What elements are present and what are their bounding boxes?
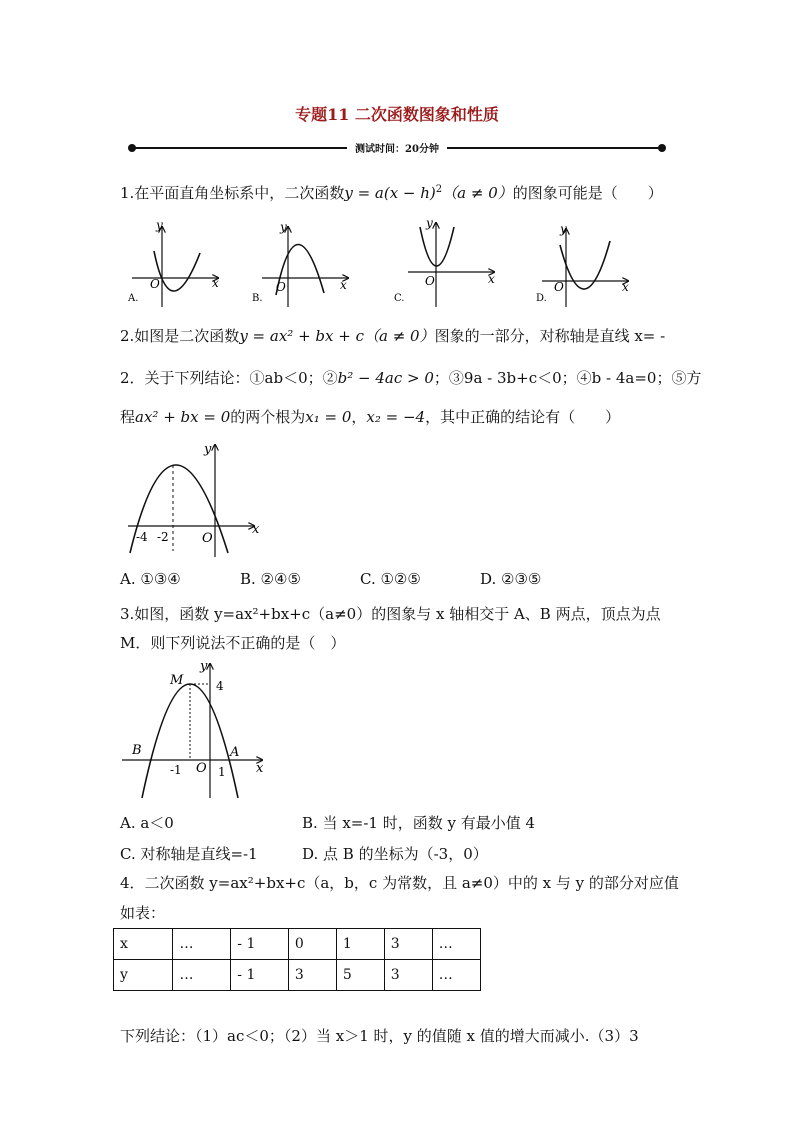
q1-option-b: B. xyxy=(252,293,263,304)
table-cell: - 1 xyxy=(231,929,289,960)
table-cell: - 1 xyxy=(231,960,289,991)
q1-c-origin: O xyxy=(425,274,435,288)
q1-graph-b xyxy=(252,220,348,307)
q1-option-c: C. xyxy=(394,293,405,304)
q1-a-origin: O xyxy=(150,277,160,291)
table-row-y xyxy=(114,960,481,991)
q1-c-x-label: x xyxy=(488,272,495,286)
q4-value-table xyxy=(113,928,481,991)
q1-graphs xyxy=(120,215,640,310)
q2-condition: （a ≠ 0） xyxy=(363,327,435,345)
table-row-x xyxy=(114,929,481,960)
question-4-line-2: 如表： xyxy=(120,904,166,922)
q1-b-y-label: y xyxy=(280,220,287,234)
q2-option-c: C. ①②⑤ xyxy=(360,570,421,588)
table-cell: 3 xyxy=(288,960,336,991)
q1-formula: y = a(x − h) xyxy=(344,184,436,202)
question-2-line-2 xyxy=(120,368,701,388)
q2-graph xyxy=(120,437,270,559)
q3-tick-1: 1 xyxy=(218,765,226,779)
question-4-line-1: 4．二次函数 y=ax²+bx+c（a，b，c 为常数，且 a≠0）中的 x 与 y 的部分对应值 xyxy=(120,874,679,892)
q1-graph-c xyxy=(394,216,495,307)
q2-line3-suffix: ，其中正确的结论有（ ） xyxy=(425,408,621,426)
table-cell: 5 xyxy=(336,960,384,991)
q2-root-2: x₂ = −4 xyxy=(366,408,426,426)
question-1-text xyxy=(120,180,663,203)
title-divider xyxy=(128,140,666,156)
q1-a-x-label: x xyxy=(212,276,219,290)
table-cell: 3 xyxy=(384,960,432,991)
q2-x-label: x xyxy=(252,522,260,537)
q1-b-origin: O xyxy=(276,280,286,294)
table-cell: … xyxy=(173,929,231,960)
q2-line2-prefix: 2．关于下列结论：①ab＜0；② xyxy=(120,369,338,387)
q2-sep: ， xyxy=(351,408,367,426)
q1-b-x-label: x xyxy=(340,278,347,292)
q3-vertex-label: M xyxy=(170,673,184,688)
test-time: 测试时间：20分钟 xyxy=(347,144,447,155)
q1-d-y-label: y xyxy=(560,222,567,236)
q3-origin: O xyxy=(196,761,207,776)
q1-exponent: 2 xyxy=(435,184,443,195)
q1-graph-d xyxy=(536,222,629,307)
q1-d-x-label: x xyxy=(622,280,629,294)
q2-line3-mid: 的两个根为 xyxy=(230,408,306,426)
q3-tick-4: 4 xyxy=(216,679,224,693)
q1-suffix: 的图象可能是（ ） xyxy=(512,184,663,202)
table-cell: … xyxy=(432,929,480,960)
q2-line1-prefix: 2.如图是二次函数 xyxy=(120,327,240,345)
q2-root-1: x₁ = 0 xyxy=(305,408,352,426)
q2-discriminant: b² − 4ac > 0 xyxy=(337,369,434,387)
q3-tick-neg1: -1 xyxy=(170,763,182,777)
q2-tick-neg2: -2 xyxy=(157,530,169,544)
q1-graph-a xyxy=(127,218,219,307)
q2-option-d: D. ②③⑤ xyxy=(480,570,542,588)
q2-equation: ax² + bx = 0 xyxy=(135,408,231,426)
q3-point-b: B xyxy=(132,743,142,758)
q2-option-b: B. ②④⑤ xyxy=(240,570,301,588)
page-title: 专题11 二次函数图象和性质 xyxy=(295,105,499,124)
q3-point-a: A xyxy=(230,745,240,760)
table-cell: 1 xyxy=(336,929,384,960)
q3-option-b: B. 当 x=-1 时，函数 y 有最小值 4 xyxy=(302,814,536,832)
table-cell: x xyxy=(114,929,173,960)
q3-graph xyxy=(118,658,278,803)
question-2-line-1 xyxy=(120,326,665,346)
q3-option-a: A. a＜0 xyxy=(120,814,174,832)
q1-a-y-label: y xyxy=(156,218,163,232)
q2-line2-suffix: ；③9a - 3b+c＜0；④b - 4a=0；⑤方 xyxy=(433,369,702,387)
q3-x-label: x xyxy=(256,761,264,776)
q1-d-origin: O xyxy=(554,280,564,294)
table-cell: … xyxy=(173,960,231,991)
table-cell: 3 xyxy=(384,929,432,960)
q2-line1-suffix: 图象的一部分，对称轴是直线 x= - xyxy=(434,327,666,345)
q2-option-a: A. ①③④ xyxy=(120,570,181,588)
table-cell: y xyxy=(114,960,173,991)
q2-formula: y = ax² + bx + c xyxy=(239,327,364,345)
question-3-line-2: M．则下列说法不正确的是（ ） xyxy=(120,634,346,652)
q1-c-y-label: y xyxy=(426,216,433,230)
question-2-line-3 xyxy=(120,407,620,427)
question-3-line-1: 3.如图，函数 y=ax²+bx+c（a≠0）的图象与 x 轴相交于 A、B 两点，顶点为点 xyxy=(120,605,661,623)
q3-y-label: y xyxy=(200,659,208,674)
question-4-line-3: 下列结论：（1）ac＜0；（2）当 x＞1 时，y 的值随 x 值的增大而减小.（3）3 xyxy=(120,1027,639,1045)
q1-option-d: D. xyxy=(536,293,547,304)
q3-option-c: C. 对称轴是直线=-1 xyxy=(120,845,258,863)
q1-option-a: A. xyxy=(128,293,139,304)
q1-prefix: 1.在平面直角坐标系中，二次函数 xyxy=(120,184,345,202)
q3-option-d: D. 点 B 的坐标为（-3，0） xyxy=(302,845,488,863)
q2-line3-prefix: 程 xyxy=(120,408,136,426)
q2-y-label: y xyxy=(204,442,212,457)
table-cell: … xyxy=(432,960,480,991)
q2-origin: O xyxy=(202,531,213,546)
table-cell: 0 xyxy=(288,929,336,960)
q2-tick-neg4: -4 xyxy=(136,530,148,544)
q1-condition: （a ≠ 0） xyxy=(442,184,513,202)
